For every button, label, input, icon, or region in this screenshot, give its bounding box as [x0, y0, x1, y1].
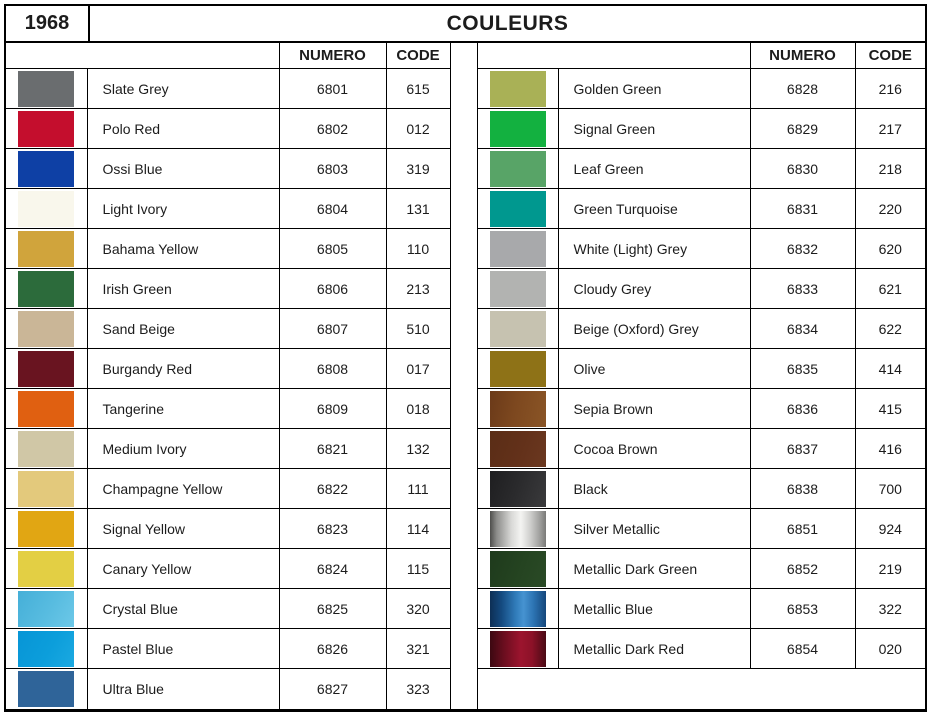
numero-value: 6806 [279, 269, 386, 309]
code-value: 110 [386, 229, 450, 269]
table-row [6, 349, 450, 389]
table-row [6, 269, 450, 309]
color-name: Polo Red [87, 109, 279, 149]
table-row [477, 629, 925, 669]
swatch-cell [477, 349, 558, 389]
numero-value: 6826 [279, 629, 386, 669]
color-swatch [490, 151, 546, 187]
swatch-cell [477, 549, 558, 589]
color-swatch [18, 71, 74, 107]
color-name: Green Turquoise [558, 189, 750, 229]
header-spacer [6, 43, 279, 69]
swatch-cell [477, 229, 558, 269]
numero-value: 6852 [750, 549, 855, 589]
code-value: 416 [855, 429, 925, 469]
code-value: 213 [386, 269, 450, 309]
code-column-header: CODE [855, 43, 925, 69]
code-value: 017 [386, 349, 450, 389]
empty-row [477, 669, 925, 709]
color-name: Silver Metallic [558, 509, 750, 549]
table-row [477, 549, 925, 589]
color-swatch [490, 311, 546, 347]
swatch-cell [6, 269, 87, 309]
numero-value: 6823 [279, 509, 386, 549]
table-row [6, 429, 450, 469]
numero-value: 6802 [279, 109, 386, 149]
numero-value: 6825 [279, 589, 386, 629]
color-swatch [490, 351, 546, 387]
code-value: 115 [386, 549, 450, 589]
numero-value: 6827 [279, 669, 386, 709]
color-swatch [490, 511, 546, 547]
code-value: 323 [386, 669, 450, 709]
color-swatch [18, 591, 74, 627]
numero-value: 6836 [750, 389, 855, 429]
color-swatch [490, 231, 546, 267]
code-value: 321 [386, 629, 450, 669]
swatch-cell [477, 269, 558, 309]
color-name: Golden Green [558, 69, 750, 109]
table-row [477, 269, 925, 309]
numero-value: 6853 [750, 589, 855, 629]
code-value: 319 [386, 149, 450, 189]
color-chart [4, 4, 927, 712]
swatch-cell [477, 469, 558, 509]
header-spacer [477, 43, 750, 69]
color-name: Metallic Dark Green [558, 549, 750, 589]
color-swatch [18, 391, 74, 427]
numero-value: 6838 [750, 469, 855, 509]
swatch-cell [477, 389, 558, 429]
table-row [477, 309, 925, 349]
color-name: Sand Beige [87, 309, 279, 349]
numero-value: 6832 [750, 229, 855, 269]
swatch-cell [6, 109, 87, 149]
color-swatch [490, 191, 546, 227]
code-value: 217 [855, 109, 925, 149]
table-row [6, 229, 450, 269]
table-row [6, 669, 450, 709]
color-swatch [490, 431, 546, 467]
numero-value: 6837 [750, 429, 855, 469]
table-row [6, 69, 450, 109]
swatch-cell [6, 589, 87, 629]
color-name: Irish Green [87, 269, 279, 309]
chart-title: COULEURS [446, 11, 569, 35]
color-name: Metallic Dark Red [558, 629, 750, 669]
swatch-cell [6, 69, 87, 109]
swatch-cell [6, 229, 87, 269]
code-value: 114 [386, 509, 450, 549]
swatch-cell [6, 389, 87, 429]
code-value: 414 [855, 349, 925, 389]
swatch-cell [6, 469, 87, 509]
swatch-cell [6, 549, 87, 589]
color-swatch [490, 391, 546, 427]
color-swatch [490, 551, 546, 587]
code-value: 220 [855, 189, 925, 229]
code-value: 322 [855, 589, 925, 629]
table-row [6, 309, 450, 349]
numero-value: 6854 [750, 629, 855, 669]
color-name: Black [558, 469, 750, 509]
swatch-cell [477, 509, 558, 549]
column-header-row [477, 43, 925, 69]
color-swatch [490, 71, 546, 107]
code-value: 020 [855, 629, 925, 669]
numero-value: 6804 [279, 189, 386, 229]
table-row [6, 509, 450, 549]
color-name: Beige (Oxford) Grey [558, 309, 750, 349]
right-color-table [477, 43, 926, 709]
code-value: 621 [855, 269, 925, 309]
numero-value: 6808 [279, 349, 386, 389]
color-swatch [18, 471, 74, 507]
color-name: Canary Yellow [87, 549, 279, 589]
numero-value: 6801 [279, 69, 386, 109]
swatch-cell [6, 189, 87, 229]
numero-value: 6835 [750, 349, 855, 389]
table-row [477, 109, 925, 149]
numero-value: 6824 [279, 549, 386, 589]
code-value: 218 [855, 149, 925, 189]
numero-value: 6809 [279, 389, 386, 429]
code-value: 216 [855, 69, 925, 109]
chart-header [6, 6, 925, 43]
color-name: Ossi Blue [87, 149, 279, 189]
color-name: Cloudy Grey [558, 269, 750, 309]
code-column-header: CODE [386, 43, 450, 69]
color-swatch [18, 511, 74, 547]
table-row [6, 469, 450, 509]
code-value: 320 [386, 589, 450, 629]
color-name: Bahama Yellow [87, 229, 279, 269]
swatch-cell [477, 589, 558, 629]
color-swatch [490, 631, 546, 667]
table-row [477, 349, 925, 389]
swatch-cell [6, 309, 87, 349]
table-row [6, 629, 450, 669]
color-name: White (Light) Grey [558, 229, 750, 269]
table-row [6, 109, 450, 149]
numero-value: 6851 [750, 509, 855, 549]
table-row [477, 229, 925, 269]
swatch-cell [477, 429, 558, 469]
tables-container [6, 43, 925, 709]
swatch-cell [6, 509, 87, 549]
color-name: Olive [558, 349, 750, 389]
numero-value: 6803 [279, 149, 386, 189]
color-name: Ultra Blue [87, 669, 279, 709]
code-value: 415 [855, 389, 925, 429]
table-row [477, 149, 925, 189]
color-name: Leaf Green [558, 149, 750, 189]
swatch-cell [477, 149, 558, 189]
color-swatch [490, 111, 546, 147]
swatch-cell [6, 349, 87, 389]
color-name: Light Ivory [87, 189, 279, 229]
code-value: 510 [386, 309, 450, 349]
color-name: Metallic Blue [558, 589, 750, 629]
color-name: Tangerine [87, 389, 279, 429]
code-value: 615 [386, 69, 450, 109]
numero-value: 6830 [750, 149, 855, 189]
swatch-cell [477, 189, 558, 229]
color-swatch [18, 671, 74, 707]
table-row [477, 429, 925, 469]
color-swatch [18, 631, 74, 667]
numero-value: 6833 [750, 269, 855, 309]
code-value: 219 [855, 549, 925, 589]
color-swatch [18, 311, 74, 347]
swatch-cell [477, 69, 558, 109]
table-row [477, 69, 925, 109]
color-swatch [490, 271, 546, 307]
color-swatch [490, 591, 546, 627]
table-row [477, 189, 925, 229]
code-value: 700 [855, 469, 925, 509]
table-row [477, 589, 925, 629]
color-name: Signal Yellow [87, 509, 279, 549]
swatch-cell [6, 429, 87, 469]
numero-column-header: NUMERO [750, 43, 855, 69]
table-row [477, 509, 925, 549]
left-color-table [6, 43, 451, 709]
color-name: Signal Green [558, 109, 750, 149]
swatch-cell [6, 669, 87, 709]
color-swatch [18, 231, 74, 267]
numero-value: 6829 [750, 109, 855, 149]
table-row [6, 149, 450, 189]
year-label: 1968 [6, 6, 90, 41]
table-row [6, 189, 450, 229]
numero-value: 6821 [279, 429, 386, 469]
table-row [477, 469, 925, 509]
swatch-cell [477, 629, 558, 669]
color-swatch [18, 431, 74, 467]
code-value: 012 [386, 109, 450, 149]
code-value: 111 [386, 469, 450, 509]
color-swatch [18, 151, 74, 187]
color-name: Champagne Yellow [87, 469, 279, 509]
column-header-row [6, 43, 450, 69]
code-value: 622 [855, 309, 925, 349]
numero-value: 6805 [279, 229, 386, 269]
color-swatch [490, 471, 546, 507]
code-value: 131 [386, 189, 450, 229]
code-value: 132 [386, 429, 450, 469]
swatch-cell [477, 309, 558, 349]
numero-value: 6822 [279, 469, 386, 509]
numero-value: 6834 [750, 309, 855, 349]
table-gap [451, 43, 477, 709]
swatch-cell [6, 629, 87, 669]
code-value: 924 [855, 509, 925, 549]
color-swatch [18, 351, 74, 387]
table-row [477, 389, 925, 429]
numero-value: 6828 [750, 69, 855, 109]
table-row [6, 589, 450, 629]
color-name: Cocoa Brown [558, 429, 750, 469]
color-name: Slate Grey [87, 69, 279, 109]
swatch-cell [6, 149, 87, 189]
color-swatch [18, 271, 74, 307]
color-swatch [18, 551, 74, 587]
numero-column-header: NUMERO [279, 43, 386, 69]
color-name: Crystal Blue [87, 589, 279, 629]
code-value: 620 [855, 229, 925, 269]
color-name: Sepia Brown [558, 389, 750, 429]
table-row [6, 549, 450, 589]
numero-value: 6807 [279, 309, 386, 349]
swatch-cell [477, 109, 558, 149]
color-name: Pastel Blue [87, 629, 279, 669]
table-row [6, 389, 450, 429]
code-value: 018 [386, 389, 450, 429]
color-swatch [18, 111, 74, 147]
color-swatch [18, 191, 74, 227]
color-name: Burgandy Red [87, 349, 279, 389]
numero-value: 6831 [750, 189, 855, 229]
color-name: Medium Ivory [87, 429, 279, 469]
